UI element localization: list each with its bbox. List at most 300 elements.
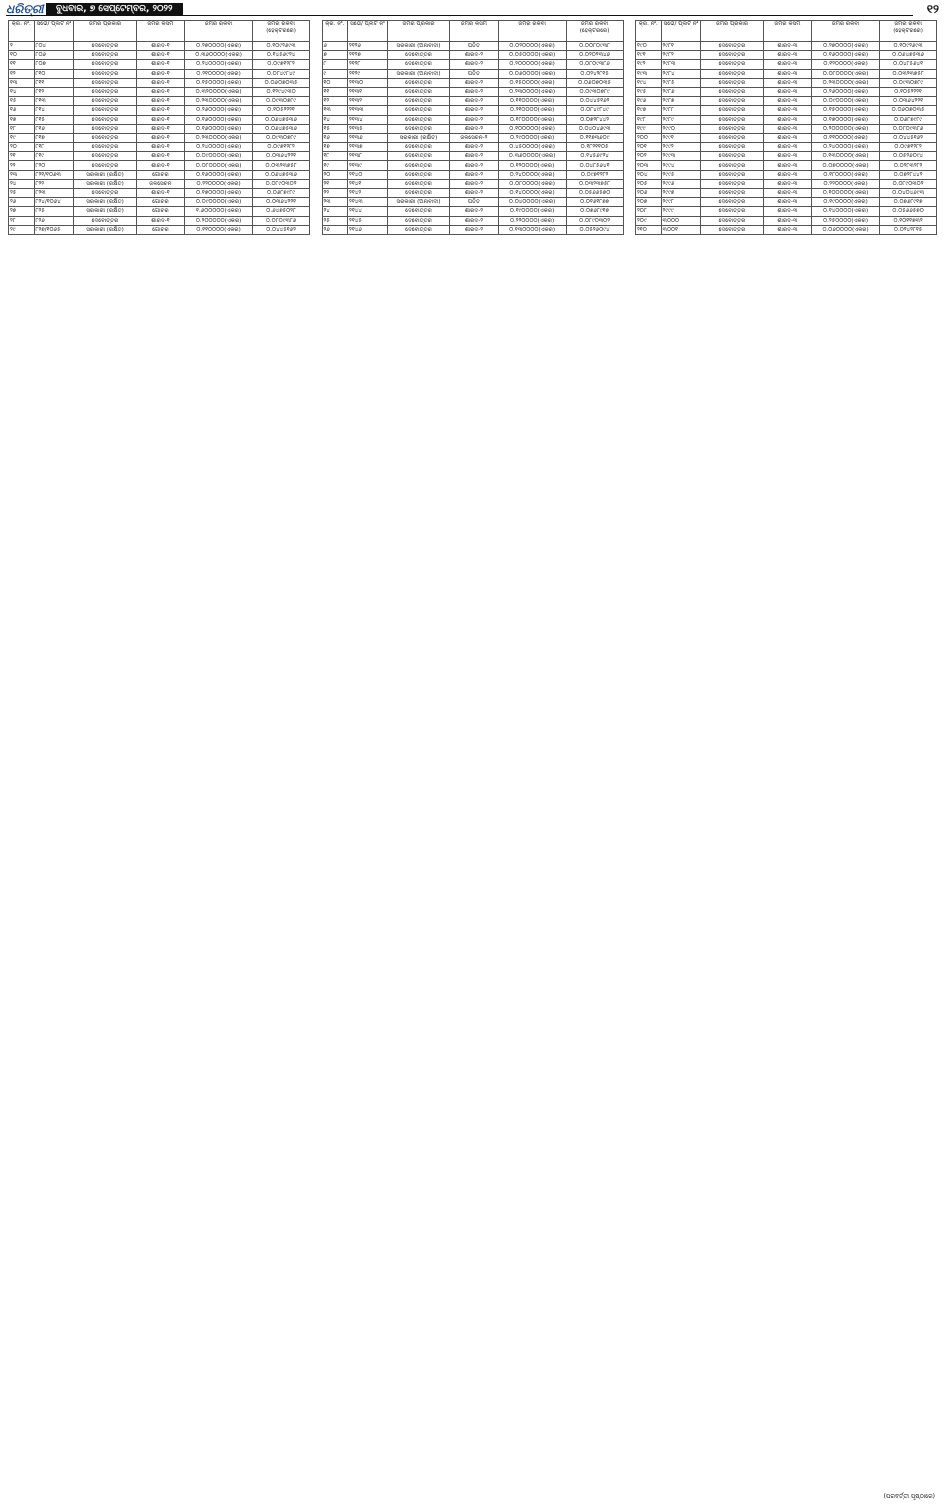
table-cell: ସରକାରୀ (ରକ୍ଷିତ) xyxy=(74,225,136,234)
table-cell: ୦.୦୮୦୯୩୮୬ xyxy=(253,216,310,225)
table-cell: ସରକାରୀ (ରକ୍ଷିତ) xyxy=(74,198,136,207)
table-cell: ୦.୦୮୦୦୦୦(ଏକର) xyxy=(185,161,253,170)
table-cell: ୦.୦୮୯୦୩୦୨ xyxy=(880,179,937,188)
table-cell: ୦.୦୪୪୫୧୬୨ xyxy=(880,133,937,142)
table-cell: ଶାରଦ-୩ xyxy=(763,216,811,225)
table-cell: ୮୨୨ xyxy=(34,179,74,188)
table-cell: ୦.୦୩୨୩୭୫୮ xyxy=(253,161,310,170)
table-cell: ୦.୦୮୪୯୮୪୯ xyxy=(253,69,310,78)
table-row xyxy=(322,189,623,198)
table-cell: ଶାରଦ-୨ xyxy=(450,152,498,161)
table-cell: ୧୬ xyxy=(9,106,35,115)
table-cell: ୧୯୨ xyxy=(636,60,662,69)
table-cell: ୦.୧୫୦୦୦୦(ଏକର) xyxy=(185,78,253,87)
table-cell: ୦.୨୪୦୦୦୦(ଏକର) xyxy=(185,60,253,69)
table-cell: ୨୯୮୭ xyxy=(661,97,701,106)
table-cell: ୨୧୩୯ xyxy=(348,161,388,170)
table-cell: ସରକାରୀ (ରକ୍ଷିତ) xyxy=(387,133,449,142)
table-row xyxy=(9,207,310,216)
table-row xyxy=(322,161,623,170)
table-row xyxy=(9,189,310,198)
table-cell: ଶାରଦ-୩ xyxy=(763,106,811,115)
table-row xyxy=(322,152,623,161)
table-cell: ୨୪ xyxy=(322,207,348,216)
table-cell: ୮୧୫ xyxy=(34,115,74,124)
table-row xyxy=(9,115,310,124)
table-cell: ଜଳସେଚନ xyxy=(136,179,184,188)
table-cell: ଦେବୋତ୍ତର xyxy=(74,189,136,198)
table-cell: ୦.୪୫୦୦୦୦(ଏକର) xyxy=(498,143,566,152)
table-cell: ଦେବୋତ୍ତର xyxy=(74,42,136,51)
table-cell: ୨୯୯୭ xyxy=(661,189,701,198)
table-cell: ୦.୦୯୭୧୨୮୨ xyxy=(253,143,310,152)
column-header: କ୍ର. ନଂ. xyxy=(9,21,35,42)
table-cell: ୨୦୬ xyxy=(636,189,662,198)
land-table-1 xyxy=(8,20,310,235)
table-row xyxy=(636,179,937,188)
table-cell: ୦.୧୩୦୦୦୦(ଏକର) xyxy=(498,225,566,234)
table-cell: ୦.୦୮୪୯୮୪୯ xyxy=(566,106,623,115)
table-cell: ୨୧୪୦ xyxy=(348,170,388,179)
column-header: ଜମିର ପ୍ରକାର xyxy=(74,21,136,42)
table-cell: ୧୮ xyxy=(322,152,348,161)
table-cell: ୦.୦୫୨୬୦୯୪ xyxy=(566,225,623,234)
table-cell: ୦.୧୬୦୦୦୦(ଏକର) xyxy=(812,51,880,60)
table-cell: ୨୯୯୩ xyxy=(661,152,701,161)
table-row xyxy=(322,115,623,124)
table-cell: ଶାରଦ-୩ xyxy=(763,60,811,69)
table-cell: ଦେବୋତ୍ତର xyxy=(74,152,136,161)
table-cell: ୦.୨୧୦୦୦୦(ଏକର) xyxy=(185,69,253,78)
table-cell: ଶାରଦ-୨ xyxy=(450,124,498,133)
table-cell: ୦.୨୫୦୦୦୦(ଏକର) xyxy=(812,216,880,225)
table-cell: ଶାରଦ-୨ xyxy=(450,97,498,106)
table-cell: ୨୯୯୬ xyxy=(661,179,701,188)
table-cell: ୦.୦୭୬୮୯୧୭ xyxy=(880,198,937,207)
table-cell: ୨୦୭ xyxy=(636,198,662,207)
table-cell: ୩୦୦୦ xyxy=(661,216,701,225)
table-cell: ୦.୧୬୦୦୦୦(ଏକର) xyxy=(185,115,253,124)
table-cell: ୮୧୪ xyxy=(34,106,74,115)
table-row xyxy=(9,42,310,51)
table-cell: ୮୦୭ xyxy=(34,60,74,69)
table-cell: ଶାରଦ-୨ xyxy=(450,78,498,87)
table-row xyxy=(322,216,623,225)
table-cell: ଦେବୋତ୍ତର xyxy=(701,143,763,152)
table-row xyxy=(636,207,937,216)
table-cell: ୦.୦୯୩୦୭୮୯ xyxy=(253,97,310,106)
table-cell: ୬ xyxy=(322,42,348,51)
table-cell: ସରକାରୀ (ଅନାବାଦୀ) xyxy=(387,198,449,207)
table-cell: ୨୬ xyxy=(9,198,35,207)
table-cell: ୦.୦୦୮୦୯୩୮ xyxy=(566,42,623,51)
table-cell: ଶାରଦ-୨ xyxy=(450,106,498,115)
table-cell: ୨୯୯୧ xyxy=(661,133,701,142)
table-cell: ୮୨୪/୧୦୬୪ xyxy=(34,198,74,207)
table-row xyxy=(9,60,310,69)
table-cell: ଶାରଦ-୧ xyxy=(136,87,184,96)
table-cell: ୦.୦୪୦୪୬୯୩ xyxy=(880,189,937,198)
table-cell: ୦.୦୪୪୫୧୬୨ xyxy=(253,225,310,234)
table-cell: ୯ xyxy=(322,69,348,78)
table-cell: ୦.୨୪୦୦୦୦(ଏକର) xyxy=(498,170,566,179)
table-row xyxy=(636,216,937,225)
column-header: ଜମିର ରକବା xyxy=(498,21,566,42)
table-cell: ଶାରଦ-୧ xyxy=(136,133,184,142)
table-cell: ୦.୬୪୭୫୦୨୮ xyxy=(253,207,310,216)
table-row xyxy=(9,69,310,78)
table-cell: ୮୧୩ xyxy=(34,97,74,106)
table-cell: ୨୧୩୬ xyxy=(348,133,388,142)
column-header: ଜମିର ରକବା xyxy=(185,21,253,42)
table-cell: ୨୧୩୨ xyxy=(348,97,388,106)
table-row xyxy=(636,42,937,51)
table-cell: ଶାରଦ-୨ xyxy=(450,143,498,152)
table-cell: ୨୪ xyxy=(9,179,35,188)
column-header: ଜମିର ରକବା xyxy=(812,21,880,42)
table-cell: ୨୯୮୫ xyxy=(661,78,701,87)
table-row xyxy=(9,161,310,170)
table-cell: ଦେବୋତ୍ତର xyxy=(387,189,449,198)
table-cell: ୦.୦୮୯୦୩୦୨ xyxy=(253,179,310,188)
table-cell: ଦେବୋତ୍ତର xyxy=(74,97,136,106)
table-cell: ୦.୧୭୦୦୦୦(ଏକର) xyxy=(812,115,880,124)
table-cell: ୧୭ xyxy=(9,115,35,124)
column-header: ଜମିର ପ୍ରକାର xyxy=(387,21,449,42)
table-cell: ଶାରଦ-୩ xyxy=(763,87,811,96)
table-row xyxy=(322,106,623,115)
table-cell: ୦.୨୦୦୦୦୦(ଏକର) xyxy=(185,216,253,225)
table-row xyxy=(322,69,623,78)
table-cell: ୦.୦୮୦୯୩୮୬ xyxy=(566,60,623,69)
table-cell: ୮୦୬ xyxy=(34,51,74,60)
table-cell: ୮୧୬ xyxy=(34,124,74,133)
table-row xyxy=(9,133,310,142)
table-cell: ୦.୦୯୭୧୨୮୨ xyxy=(880,143,937,152)
table-cell: ୦.୧୧୦୦୦୦(ଏକର) xyxy=(185,225,253,234)
table-cell: ଶାରଦ-୧ xyxy=(136,78,184,87)
table-cell: ଶାରଦ-୩ xyxy=(763,133,811,142)
table-cell: ୦.୧୬୦୦୦୦(ଏକର) xyxy=(185,170,253,179)
table-cell: ଶାରଦ-୧ xyxy=(136,97,184,106)
table-cell: ୨୯୮୯ xyxy=(661,115,701,124)
table-cell: ୦.୧୪୫୬୯୨୪ xyxy=(253,51,310,60)
table-cell: ୨୧୪୨ xyxy=(348,189,388,198)
table-row xyxy=(636,161,937,170)
table-cell: ୦.୧୪୫୬୯୨୪ xyxy=(566,152,623,161)
table-cell: ୧୯ xyxy=(9,133,35,142)
table-cell: ୦.୦୫୨୬୦୯୪ xyxy=(880,152,937,161)
table-cell: ଦେବୋତ୍ତର xyxy=(701,170,763,179)
table-cell: ଶାରଦ-୨ xyxy=(450,87,498,96)
table-row xyxy=(636,225,937,234)
table-cell: ୧୧ xyxy=(322,87,348,96)
table-cell: ୧୯୧ xyxy=(636,51,662,60)
table-cell: ୦.୦୪୦୦୦୦(ଏକର) xyxy=(498,198,566,207)
land-table-3 xyxy=(635,20,937,235)
column-header: କ୍ର. ନଂ. xyxy=(322,21,348,42)
table-cell: ଦେବୋତ୍ତର xyxy=(701,198,763,207)
table-cell: ୦.୨୩୦୦୦୦(ଏକର) xyxy=(185,97,253,106)
table-row xyxy=(322,60,623,69)
table-cell: ୦.୧୨୦୦୦୦(ଏକର) xyxy=(498,161,566,170)
table-cell: ୦.୨୬୦୦୦୦(ଏକର) xyxy=(812,87,880,96)
table-cell: ଶାରଦ-୨ xyxy=(450,115,498,124)
table-cell: ୩୦୦୧ xyxy=(661,225,701,234)
table-cell: ୨୧୩୭ xyxy=(348,143,388,152)
column-header: ଜମିର ପ୍ରକାର xyxy=(701,21,763,42)
table-cell: ୦.୨୦୦୦୦୦(ଏକର) xyxy=(498,60,566,69)
table-cell: ୮୨୦ xyxy=(34,161,74,170)
land-column-1 xyxy=(8,20,310,1494)
column-header: ଜମିର ରକବା (ହେକ୍ଟରରେ) xyxy=(253,21,310,42)
table-cell: ୮୧୮ xyxy=(34,143,74,152)
masthead xyxy=(6,2,939,18)
table-cell: ଦେବୋତ୍ତର xyxy=(74,161,136,170)
table-cell: ୦.୦୯୩୦୭୮୯ xyxy=(566,87,623,96)
table-cell: ଶାରଦ-୧ xyxy=(136,189,184,198)
table-cell: ୧୫ xyxy=(9,97,35,106)
table-cell: ଦେବୋତ୍ତର xyxy=(387,124,449,133)
table-row xyxy=(322,170,623,179)
table-cell: ୦.୧୫୦୦୦୦(ଏକର) xyxy=(812,106,880,115)
table-cell: ଦେବୋତ୍ତର xyxy=(387,115,449,124)
table-cell: ୦.୦୯୦୦୦୦(ଏକର) xyxy=(812,97,880,106)
table-cell: ୧୦ xyxy=(322,78,348,87)
table-cell: ୦.୦୬୦୭୦୩୫ xyxy=(253,78,310,87)
table-cell: ୨୦୨ xyxy=(636,152,662,161)
table-cell: ୦.୦୮୦୯୩୮୬ xyxy=(880,124,937,133)
table-cell: ଦେବୋତ୍ତର xyxy=(387,179,449,188)
table-cell: ୨୬ xyxy=(322,225,348,234)
table-cell: ୦.୨୨୦୦୦୦(ଏକର) xyxy=(498,216,566,225)
table-cell: ୦.୦୯୦୦୦୦(ଏକର) xyxy=(185,198,253,207)
table-cell: ଦେବୋତ୍ତର xyxy=(701,106,763,115)
land-table-2 xyxy=(322,20,624,235)
table-row xyxy=(9,216,310,225)
table-cell: ୦.୧୪୦୦୦୦(ଏକର) xyxy=(498,189,566,198)
table-row xyxy=(9,87,310,96)
table-cell: ୧୯୩ xyxy=(636,69,662,78)
table-cell: ୨ xyxy=(9,42,35,51)
table-cell: ୨୧ xyxy=(322,179,348,188)
table-cell: ୦.୧୩୦୦୦୦(ଏକର) xyxy=(812,152,880,161)
table-cell: ୨୦୦ xyxy=(636,133,662,142)
table-cell: ଶାରଦ-୨ xyxy=(450,216,498,225)
table-cell: ୨୯୯୪ xyxy=(661,161,701,170)
table-cell: ୨୯୮୧ xyxy=(661,42,701,51)
table-cell: ୦.୦୨୪୨୮୧୫ xyxy=(880,225,937,234)
table-cell: ଶାରଦ-୧ xyxy=(136,51,184,60)
table-cell: ୦.୦୭୬୮୯୧୭ xyxy=(566,207,623,216)
table-cell: ୨୦୩ xyxy=(636,161,662,170)
table-cell: ୨୧୪୪ xyxy=(348,207,388,216)
table-cell: ୨୧୩୪ xyxy=(348,115,388,124)
table-cell: ୦.୦୯୩୦୭୮୯ xyxy=(880,78,937,87)
table-cell: ଶାରଦ-୩ xyxy=(763,198,811,207)
table-cell: ୨୯୯୦ xyxy=(661,124,701,133)
table-cell: ଦେବୋତ୍ତର xyxy=(387,207,449,216)
table-cell: ଶାରଦ-୨ xyxy=(450,170,498,179)
table-cell: ୦.୦୨୦୨୩୪୬ xyxy=(566,51,623,60)
table-cell: ଦେବୋତ୍ତର xyxy=(387,161,449,170)
table-cell: ୨୧୪୬ xyxy=(348,225,388,234)
table-cell: ୦.୨୭୦୦୦୦(ଏକର) xyxy=(185,42,253,51)
table-cell: ସରକାରୀ (ରକ୍ଷିତ) xyxy=(74,207,136,216)
table-cell: ୦.୨୬୦୦୦୦(ଏକର) xyxy=(185,106,253,115)
table-cell: ଦେବୋତ୍ତର xyxy=(74,124,136,133)
land-column-2 xyxy=(322,20,624,1494)
table-cell: ୦.୧୦୧୧୭୩୨ xyxy=(880,216,937,225)
table-row xyxy=(636,78,937,87)
table-row xyxy=(9,152,310,161)
table-cell: ୨୦୪ xyxy=(636,170,662,179)
table-cell: ୦.୧୫୦୦୦୦(ଏକର) xyxy=(498,78,566,87)
table-cell: ୦.୧୨୯୪୯୩୦ xyxy=(253,87,310,96)
table-row xyxy=(636,106,937,115)
table-row xyxy=(636,152,937,161)
table-cell: ୦.୧୭୦୦୦୦(ଏକର) xyxy=(185,189,253,198)
table-cell: ୮୧୭ xyxy=(34,133,74,142)
table-cell: ଦେବୋତ୍ତର xyxy=(701,87,763,96)
table-cell: ୦.୨୩୦୦୦୦(ଏକର) xyxy=(812,78,880,87)
table-cell: ୧୨ xyxy=(9,69,35,78)
table-cell: ୮୨୬ xyxy=(34,216,74,225)
table-cell: ଦେବୋତ୍ତର xyxy=(74,60,136,69)
table-cell: ଦେବୋତ୍ତର xyxy=(701,115,763,124)
table-cell: ୦.୨୨୦୦୦୦(ଏକର) xyxy=(185,179,253,188)
table-cell: ଦେବୋତ୍ତର xyxy=(387,143,449,152)
table-row xyxy=(9,225,310,234)
table-cell: ୧୪ xyxy=(322,115,348,124)
table-cell: ୦.୦୩୬୪୨୨୧ xyxy=(880,97,937,106)
table-row xyxy=(322,78,623,87)
table-cell: ୦.୧୧୦୦୦୦(ଏକର) xyxy=(812,133,880,142)
table-cell: ଶାରଦ-୨ xyxy=(450,189,498,198)
table-cell: ୨୯୮୬ xyxy=(661,87,701,96)
table-cell: ୧୮ xyxy=(9,124,35,133)
table-cell: ୦.୦୨୦୦୦୦(ଏକର) xyxy=(498,42,566,51)
table-cell: ୨୭ xyxy=(9,207,35,216)
table-row xyxy=(636,143,937,152)
table-row xyxy=(9,124,310,133)
table-cell: ୦.୧୦୦୦୦୦(ଏକର) xyxy=(812,189,880,198)
table-cell: ଦେବୋତ୍ତର xyxy=(701,225,763,234)
table-row xyxy=(636,97,937,106)
table-cell: ୨୩ xyxy=(322,198,348,207)
column-header: ସର୍ଭେ/ ପ୍ଲଟ ନଂ xyxy=(34,21,74,42)
table-cell: ୮୨୫ xyxy=(34,207,74,216)
table-cell: ୮୨୭/୧୦୬୫ xyxy=(34,225,74,234)
table-cell: ୦.୦୭୨୮୪୪୨ xyxy=(880,170,937,179)
table-cell: ୨୨ xyxy=(322,189,348,198)
table-cell: ୧୯୯ xyxy=(636,124,662,133)
table-row xyxy=(636,115,937,124)
table-cell: ୨୯୮୩ xyxy=(661,60,701,69)
table-row xyxy=(9,198,310,207)
table-cell: ଦେବୋତ୍ତର xyxy=(74,69,136,78)
table-cell: ୦.୧୦୯୨୬୯୩ xyxy=(253,42,310,51)
continued-note: (ପରବର୍ତ୍ତୀ ପୃଷ୍ଠାରେ) xyxy=(884,1493,935,1501)
table-row xyxy=(322,225,623,234)
table-cell: ଦେବୋତ୍ତର xyxy=(74,115,136,124)
page-number: ୧୨ xyxy=(927,2,939,17)
column-header: କ୍ର. ନଂ. xyxy=(636,21,662,42)
table-cell: ପତିତ xyxy=(450,69,498,78)
table-cell: ଦେବୋତ୍ତର xyxy=(74,133,136,142)
table-cell: ୨୦ xyxy=(322,170,348,179)
table-cell: ୦.୦୬୪୭୫୩୬ xyxy=(253,115,310,124)
table-row xyxy=(9,170,310,179)
table-cell: ଶାରଦ-୧ xyxy=(136,143,184,152)
table-row xyxy=(636,133,937,142)
table-cell: ଦେବୋତ୍ତର xyxy=(701,133,763,142)
table-cell: ୮୧୯ xyxy=(34,152,74,161)
table-cell: ଦେବୋତ୍ତର xyxy=(701,97,763,106)
table-cell: ୦.୦୬୮୭୯୮୯ xyxy=(253,189,310,198)
newspaper-logo: ଧରିତ୍ରୀ xyxy=(6,2,44,17)
table-row xyxy=(9,143,310,152)
table-cell: ୦.୦୫୬୬୫୭୦ xyxy=(566,189,623,198)
table-row xyxy=(322,42,623,51)
table-cell: ଦେବୋତ୍ତର xyxy=(701,60,763,69)
column-header: ଜମିର ରକବା (ହେକ୍ଟରରେ) xyxy=(880,21,937,42)
table-cell: ଶାରଦ-୩ xyxy=(763,152,811,161)
table-row xyxy=(322,143,623,152)
table-cell: ୦.୦୫୦୦୦୦(ଏକର) xyxy=(498,51,566,60)
table-row xyxy=(636,60,937,69)
table-cell: ୦.୧୦୯୨୬୯୩ xyxy=(880,42,937,51)
table-cell: ଶାରଦ-୧ xyxy=(136,216,184,225)
table-cell: ଶାରଦ-୧ xyxy=(136,124,184,133)
table-row xyxy=(9,78,310,87)
table-cell: ୨୧୩୦ xyxy=(348,78,388,87)
table-cell: ୦.୨୪୦୦୦୦(ଏକର) xyxy=(185,143,253,152)
table-cell: ୦.୦୨୪୨୮୧୫ xyxy=(566,69,623,78)
table-cell: ଶାରଦ-୧ xyxy=(136,60,184,69)
table-cell: ୦.୦୭୦୦୦୦(ଏକର) xyxy=(812,161,880,170)
table-cell: ସରକାରୀ (ଅନାବାଦୀ) xyxy=(387,69,449,78)
table-header-row xyxy=(322,21,623,42)
table-cell: ଶାରଦ-୩ xyxy=(763,97,811,106)
table-cell: ୨୧୪୫ xyxy=(348,216,388,225)
table-cell: ୨୧ xyxy=(9,152,35,161)
table-cell: ୦.୦୪୦୪୬୯୩ xyxy=(566,124,623,133)
table-cell: ୨୯୯୮ xyxy=(661,198,701,207)
table-cell: ଶାରଦ-୩ xyxy=(763,189,811,198)
table-row xyxy=(9,179,310,188)
table-cell: ୦.୦୪୪୫୧୬୨ xyxy=(566,97,623,106)
table-row xyxy=(322,179,623,188)
table-cell: ପତିତ xyxy=(450,42,498,51)
table-cell: ୨୩ xyxy=(9,170,35,179)
table-cell: ୦.୦୬୪୭୫୩୬ xyxy=(253,124,310,133)
table-cell: ୧.୬୦୦୦୦୦(ଏକର) xyxy=(185,207,253,216)
table-cell: ଶାରଦ-୧ xyxy=(136,115,184,124)
table-cell: ସରକାରୀ (ରକ୍ଷିତ) xyxy=(74,170,136,179)
table-cell: ୮୦୪ xyxy=(34,42,74,51)
table-cell: ଦେବୋତ୍ତର xyxy=(387,97,449,106)
land-column-3 xyxy=(635,20,937,1494)
table-cell: ୦.୩୨୦୦୦୦(ଏକର) xyxy=(185,87,253,96)
table-cell: ୧୯୫ xyxy=(636,87,662,96)
table-cell: ୦.୦୯୩୦୭୮୯ xyxy=(253,133,310,142)
table-cell: ଦେବୋତ୍ତର xyxy=(74,51,136,60)
table-cell: ୨୧୩୩ xyxy=(348,106,388,115)
table-row xyxy=(322,198,623,207)
table-row xyxy=(322,87,623,96)
table-cell: ଶାରଦ-୩ xyxy=(763,207,811,216)
